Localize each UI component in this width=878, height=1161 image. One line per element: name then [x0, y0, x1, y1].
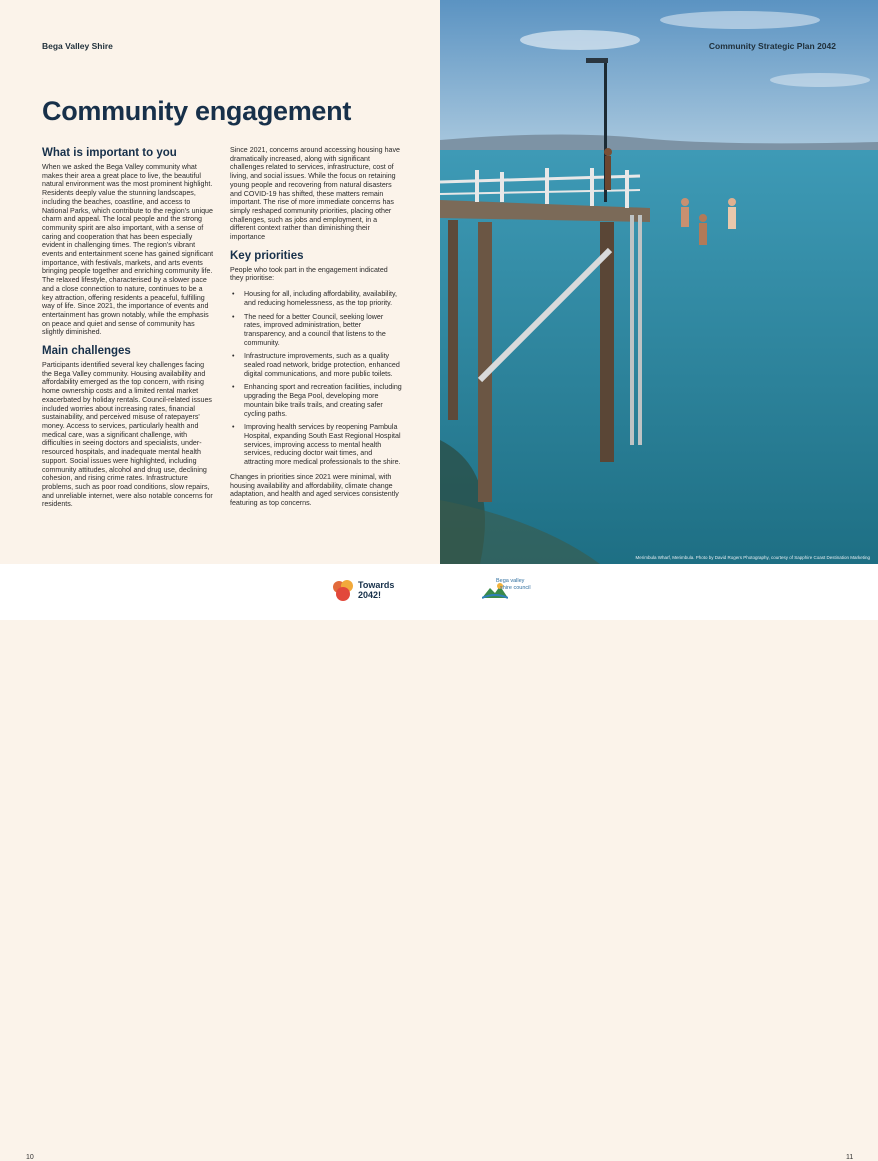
list-item: • Infrastructure improvements, such as a quality sealed road network, bridge protection, enhanced digital communications, and more public toilets. [230, 352, 402, 378]
bega-line1: Bega valley [496, 578, 525, 584]
challenges-heading: Main challenges [42, 345, 131, 358]
priorities-heading: Key priorities [230, 249, 304, 262]
plan-header: Community Strategic Plan 2042 [708, 41, 836, 51]
page-number-right: 11 [846, 1154, 854, 1161]
priorities-list [230, 290, 402, 467]
list-item: • Enhancing sport and recreation facilities, including upgrading the Bega Pool, developing more mountain bike trails trails, and creating safer cycling paths. [230, 383, 402, 418]
bega-council-logo [482, 578, 542, 602]
wharf-photo [440, 0, 878, 564]
since-2021-text: Since 2021, concerns around accessing housing have dramatically increased, along with significant challenges related to services, infrastructure, cost of living, and social issues. While the focus on retaining young people and recovering from natural disasters and COVID-19 has shifted, these matters remain important. The rise of more immediate concerns has simply reshaped community priorities, placing other challenges, such as jobs and employment, in a different context rather than diminishing their importance [230, 146, 400, 242]
page-number-left: 10 [26, 1154, 34, 1161]
important-heading: What is important to you [42, 147, 177, 159]
left-page [0, 0, 440, 564]
list-item: • Improving health services by reopening Pambula Hospital, expanding South East Regional Hospital services, improving access to mental health services, reducing doctor wait times, and attracting more medical professionals to the shire. [230, 423, 402, 467]
challenges-text: Participants identified several key challenges facing the Bega Valley community. Housing availability and affordability emerged as the top concern, with rising home ownership costs and a limited rental market exacerbated by holiday rentals. Council-related issues included worries about increasing rates, financial sustainability, and perceived misuse of ratepayers' money. Access to services, particularly health and medical care, was a significant challenge, with difficulties in seeing doctors and specialists, under-resourced hospitals, and inadequate mental health support. Social issues were highlighted, including community attitudes, alcohol and drug use, declining cohesion, and rising crime rates. Infrastructure problems, such as poor road conditions, slow repairs, and unreliable internet, were also notable concerns for residents. [42, 361, 213, 509]
list-item: • Housing for all, including affordability, availability, and reducing homelessness, as the top priority. [230, 290, 402, 307]
list-item: • The need for a better Council, seeking lower rates, improved administration, better transparency, and a council that listens to the community. [230, 313, 402, 348]
towards-line1: Towards [358, 580, 395, 590]
page-title: Community engagement [42, 96, 352, 126]
photo-page [440, 0, 878, 564]
shire-header: Bega Valley Shire [42, 41, 113, 51]
towards-2042-logo [330, 578, 400, 604]
column-left [42, 146, 214, 516]
priorities-intro: People who took part in the engagement indicated they prioritise: [230, 265, 388, 283]
priorities-outro: Changes in priorities since 2021 were minimal, with housing availability and affordability, climate change adaptation, and health and aged services consistently featuring as top concerns. [230, 472, 399, 507]
column-right [230, 146, 402, 515]
bega-line2: shire council [500, 585, 531, 591]
photo-caption: Merimbula Wharf, Merimbula. Photo by David Rogers Photography, courtesy of Sapphire Coast Destination Marketing [635, 555, 870, 560]
important-text: When we asked the Bega Valley community what makes their area a great place to live, the beautiful natural environment was the most prominent highlight. Residents deeply value the stunning landscapes, including the beaches, coastline, and access to National Parks, which contribute to the region's unique charm and appeal. The local people and the strong community spirit are also important, with a sense of caring and cooperation that has been especially evident in challenging times. The region's vibrant events and entertainment scene has gained significant importance, with festivals, markets, and arts events bringing people together and enriching community life. The relaxed lifestyle, characterised by a slower pace and a close connection to nature, continues to be a key attraction, offering residents a peaceful, fulfilling way of life. Since 2021, the importance of events and entertainment has grown notably, while the emphasis on peace and quiet and sense of community has slightly diminished. [42, 163, 214, 337]
footer [0, 564, 878, 1161]
towards-logo-icon [330, 578, 356, 604]
towards-line2: 2042! [358, 590, 382, 600]
